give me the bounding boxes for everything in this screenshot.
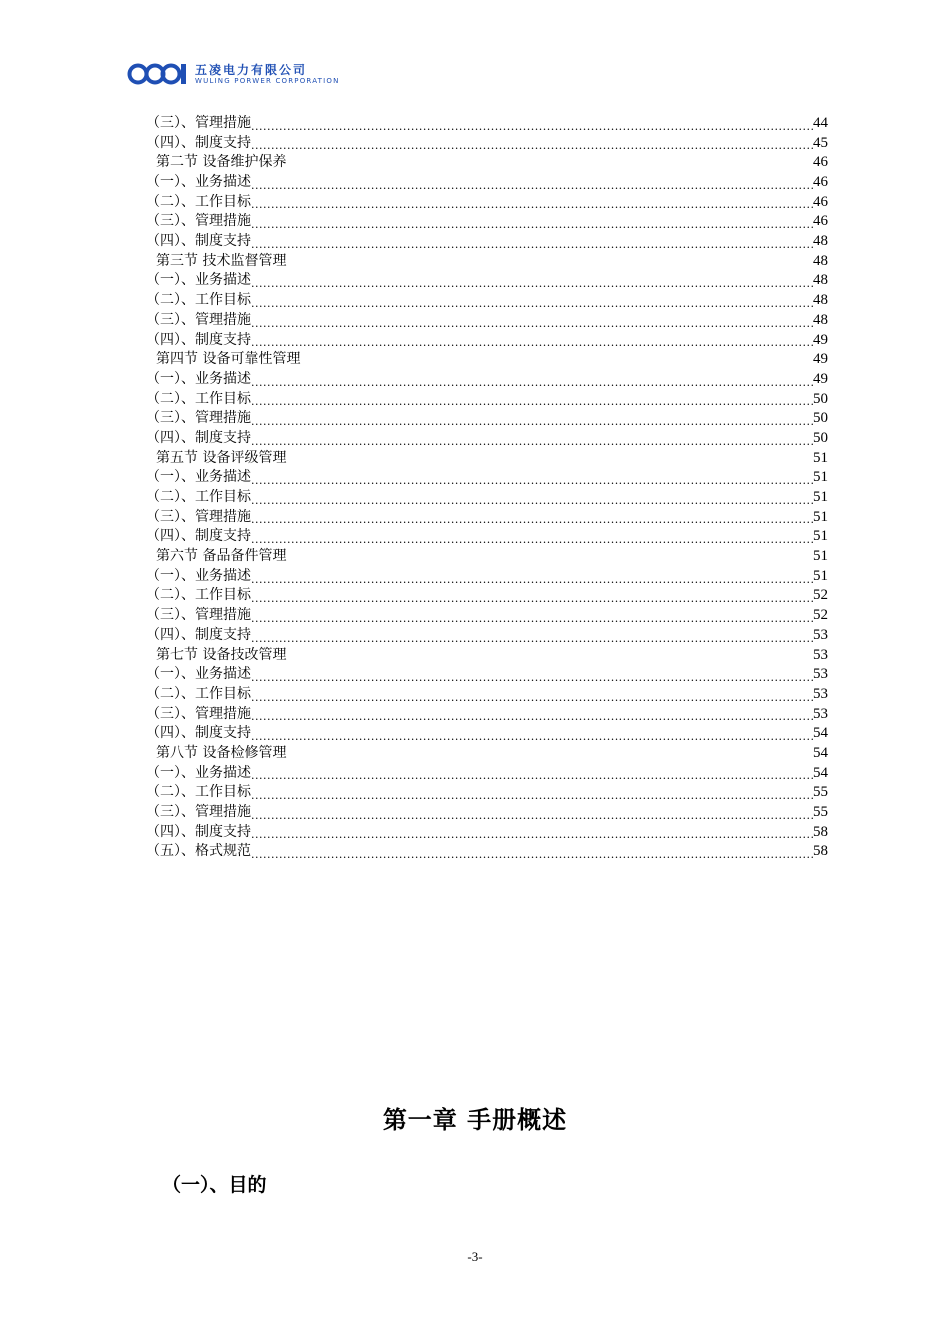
toc-entry-label: （四）、制度支持 (146, 134, 251, 151)
page-header (127, 60, 340, 88)
toc-entry-page: 51 (813, 567, 828, 584)
toc-section-row[interactable] (146, 646, 828, 666)
toc-leader-dots (251, 764, 813, 784)
toc-entry-page: 53 (813, 685, 828, 702)
toc-item-row[interactable] (146, 370, 828, 390)
toc-item-row[interactable] (146, 803, 828, 823)
toc-entry-label: （三）、管理措施 (146, 804, 251, 821)
toc-leader-dots (286, 646, 813, 666)
toc-section-row[interactable] (146, 547, 828, 567)
toc-section-row[interactable] (146, 449, 828, 469)
toc-entry-page: 51 (813, 548, 828, 565)
toc-entry-label: （三）、管理措施 (146, 705, 251, 722)
toc-item-row[interactable] (146, 508, 828, 528)
toc-section-row[interactable] (146, 252, 828, 272)
toc-entry-label: （三）、管理措施 (146, 607, 251, 624)
toc-entry-page: 51 (813, 449, 828, 466)
toc-entry-page: 52 (813, 607, 828, 624)
toc-entry-page: 53 (813, 626, 828, 643)
toc-entry-label: （四）、制度支持 (146, 528, 251, 545)
toc-leader-dots (286, 252, 813, 272)
company-name-en: WULING PORWER CORPORATION (195, 76, 340, 85)
toc-item-row[interactable] (146, 331, 828, 351)
toc-entry-page: 51 (813, 489, 828, 506)
toc-leader-dots (251, 311, 813, 331)
toc-item-row[interactable] (146, 193, 828, 213)
toc-leader-dots (251, 370, 813, 390)
toc-entry-label: （二）、工作目标 (146, 784, 251, 801)
toc-item-row[interactable] (146, 272, 828, 292)
toc-leader-dots (251, 331, 813, 351)
toc-item-row[interactable] (146, 488, 828, 508)
toc-entry-label: （一）、业务描述 (146, 567, 251, 584)
toc-leader-dots (251, 429, 813, 449)
toc-leader-dots (251, 232, 813, 252)
toc-item-row[interactable] (146, 606, 828, 626)
toc-item-row[interactable] (146, 724, 828, 744)
toc-leader-dots (251, 291, 813, 311)
toc-entry-page: 50 (813, 429, 828, 446)
toc-entry-page: 54 (813, 744, 828, 761)
toc-entry-label: （一）、业务描述 (146, 272, 251, 289)
toc-item-row[interactable] (146, 291, 828, 311)
toc-leader-dots (251, 527, 813, 547)
toc-entry-page: 54 (813, 764, 828, 781)
toc-section-row[interactable] (146, 350, 828, 370)
toc-leader-dots (251, 390, 813, 410)
toc-section-row[interactable] (146, 153, 828, 173)
chapter-title: 第一章 手册概述 (382, 1106, 568, 1134)
toc-entry-label: （一）、业务描述 (146, 469, 251, 486)
toc-entry-label: （三）、管理措施 (146, 508, 251, 525)
toc-entry-label: （二）、工作目标 (146, 292, 251, 309)
toc-item-row[interactable] (146, 232, 828, 252)
toc-entry-page: 51 (813, 528, 828, 545)
toc-leader-dots (251, 173, 813, 193)
toc-entry-page: 46 (813, 213, 828, 230)
toc-entry-label: （一）、业务描述 (146, 764, 251, 781)
toc-entry-page: 46 (813, 193, 828, 210)
toc-item-row[interactable] (146, 114, 828, 134)
toc-entry-label: （二）、工作目标 (146, 193, 251, 210)
toc-item-row[interactable] (146, 527, 828, 547)
toc-item-row[interactable] (146, 665, 828, 685)
toc-entry-page: 58 (813, 823, 828, 840)
toc-leader-dots (251, 783, 813, 803)
toc-entry-label: （一）、业务描述 (146, 174, 251, 191)
toc-item-row[interactable] (146, 626, 828, 646)
toc-item-row[interactable] (146, 764, 828, 784)
toc-leader-dots (251, 508, 813, 528)
toc-entry-page: 44 (813, 114, 828, 131)
toc-entry-page: 51 (813, 469, 828, 486)
toc-item-row[interactable] (146, 134, 828, 154)
toc-entry-page: 53 (813, 666, 828, 683)
toc-entry-label: （四）、制度支持 (146, 429, 251, 446)
toc-item-row[interactable] (146, 173, 828, 193)
toc-entry-page: 48 (813, 292, 828, 309)
toc-item-row[interactable] (146, 429, 828, 449)
toc-entry-page: 53 (813, 705, 828, 722)
toc-entry-page: 48 (813, 311, 828, 328)
toc-item-row[interactable] (146, 685, 828, 705)
toc-leader-dots (251, 626, 813, 646)
toc-leader-dots (251, 724, 813, 744)
toc-entry-label: 第六节 备品备件管理 (156, 548, 287, 565)
toc-entry-page: 55 (813, 784, 828, 801)
toc-leader-dots (251, 665, 813, 685)
toc-leader-dots (251, 842, 813, 862)
toc-section-row[interactable] (146, 744, 828, 764)
toc-entry-page: 58 (813, 843, 828, 860)
toc-entry-page: 50 (813, 390, 828, 407)
toc-entry-page: 49 (813, 331, 828, 348)
toc-entry-label: （三）、管理措施 (146, 311, 251, 328)
toc-entry-label: （四）、制度支持 (146, 823, 251, 840)
toc-entry-page: 55 (813, 804, 828, 821)
toc-item-row[interactable] (146, 567, 828, 587)
toc-leader-dots (251, 823, 813, 843)
toc-leader-dots (286, 744, 813, 764)
company-name (195, 64, 340, 85)
toc-entry-label: （四）、制度支持 (146, 626, 251, 643)
toc-entry-label: （二）、工作目标 (146, 587, 251, 604)
table-of-contents (146, 114, 828, 862)
toc-entry-page: 48 (813, 272, 828, 289)
toc-entry-label: 第三节 技术监督管理 (156, 252, 287, 269)
toc-entry-label: （五）、格式规范 (146, 843, 251, 860)
toc-entry-label: （四）、制度支持 (146, 331, 251, 348)
toc-item-row[interactable] (146, 468, 828, 488)
page-number: -3- (467, 1249, 483, 1264)
toc-entry-page: 53 (813, 646, 828, 663)
toc-leader-dots (251, 114, 813, 134)
toc-entry-page: 54 (813, 725, 828, 742)
toc-entry-label: 第七节 设备技改管理 (156, 646, 287, 663)
toc-entry-label: （一）、业务描述 (146, 666, 251, 683)
toc-entry-page: 51 (813, 508, 828, 525)
toc-leader-dots (251, 685, 813, 705)
toc-item-row[interactable] (146, 390, 828, 410)
toc-entry-label: （二）、工作目标 (146, 685, 251, 702)
toc-entry-label: （三）、管理措施 (146, 114, 251, 131)
company-name-cn: 五凌电力有限公司 (195, 62, 308, 77)
company-logo-icon (127, 61, 187, 87)
toc-leader-dots (286, 153, 813, 173)
toc-entry-label: （二）、工作目标 (146, 489, 251, 506)
toc-leader-dots (251, 468, 813, 488)
toc-entry-label: 第五节 设备评级管理 (156, 449, 287, 466)
toc-leader-dots (251, 272, 813, 292)
toc-entry-label: 第八节 设备检修管理 (156, 744, 287, 761)
toc-leader-dots (251, 193, 813, 213)
toc-leader-dots (251, 705, 813, 725)
toc-entry-page: 48 (813, 233, 828, 250)
toc-leader-dots (251, 488, 813, 508)
toc-leader-dots (251, 587, 813, 607)
toc-item-row[interactable] (146, 587, 828, 607)
toc-item-row[interactable] (146, 842, 828, 862)
toc-item-row[interactable] (146, 783, 828, 803)
toc-leader-dots (251, 606, 813, 626)
toc-leader-dots (251, 567, 813, 587)
toc-entry-label: （二）、工作目标 (146, 390, 251, 407)
toc-entry-page: 48 (813, 252, 828, 269)
toc-entry-label: （四）、制度支持 (146, 725, 251, 742)
toc-leader-dots (286, 547, 813, 567)
toc-item-row[interactable] (146, 705, 828, 725)
toc-entry-page: 45 (813, 134, 828, 151)
toc-leader-dots (251, 803, 813, 823)
toc-entry-label: （一）、业务描述 (146, 370, 251, 387)
toc-entry-page: 49 (813, 370, 828, 387)
toc-leader-dots (251, 212, 813, 232)
toc-item-row[interactable] (146, 409, 828, 429)
toc-item-row[interactable] (146, 212, 828, 232)
toc-entry-page: 52 (813, 587, 828, 604)
toc-leader-dots (300, 350, 813, 370)
toc-entry-label: （三）、管理措施 (146, 213, 251, 230)
toc-entry-page: 50 (813, 410, 828, 427)
subsection-title: （一）、目的 (162, 1174, 267, 1196)
toc-leader-dots (286, 449, 813, 469)
toc-entry-page: 46 (813, 154, 828, 171)
toc-item-row[interactable] (146, 823, 828, 843)
toc-entry-page: 49 (813, 351, 828, 368)
toc-leader-dots (251, 409, 813, 429)
toc-entry-label: （四）、制度支持 (146, 233, 251, 250)
toc-item-row[interactable] (146, 311, 828, 331)
toc-leader-dots (251, 134, 813, 154)
toc-entry-label: （三）、管理措施 (146, 410, 251, 427)
toc-entry-page: 46 (813, 174, 828, 191)
toc-entry-label: 第二节 设备维护保养 (156, 154, 287, 171)
toc-entry-label: 第四节 设备可靠性管理 (156, 351, 301, 368)
